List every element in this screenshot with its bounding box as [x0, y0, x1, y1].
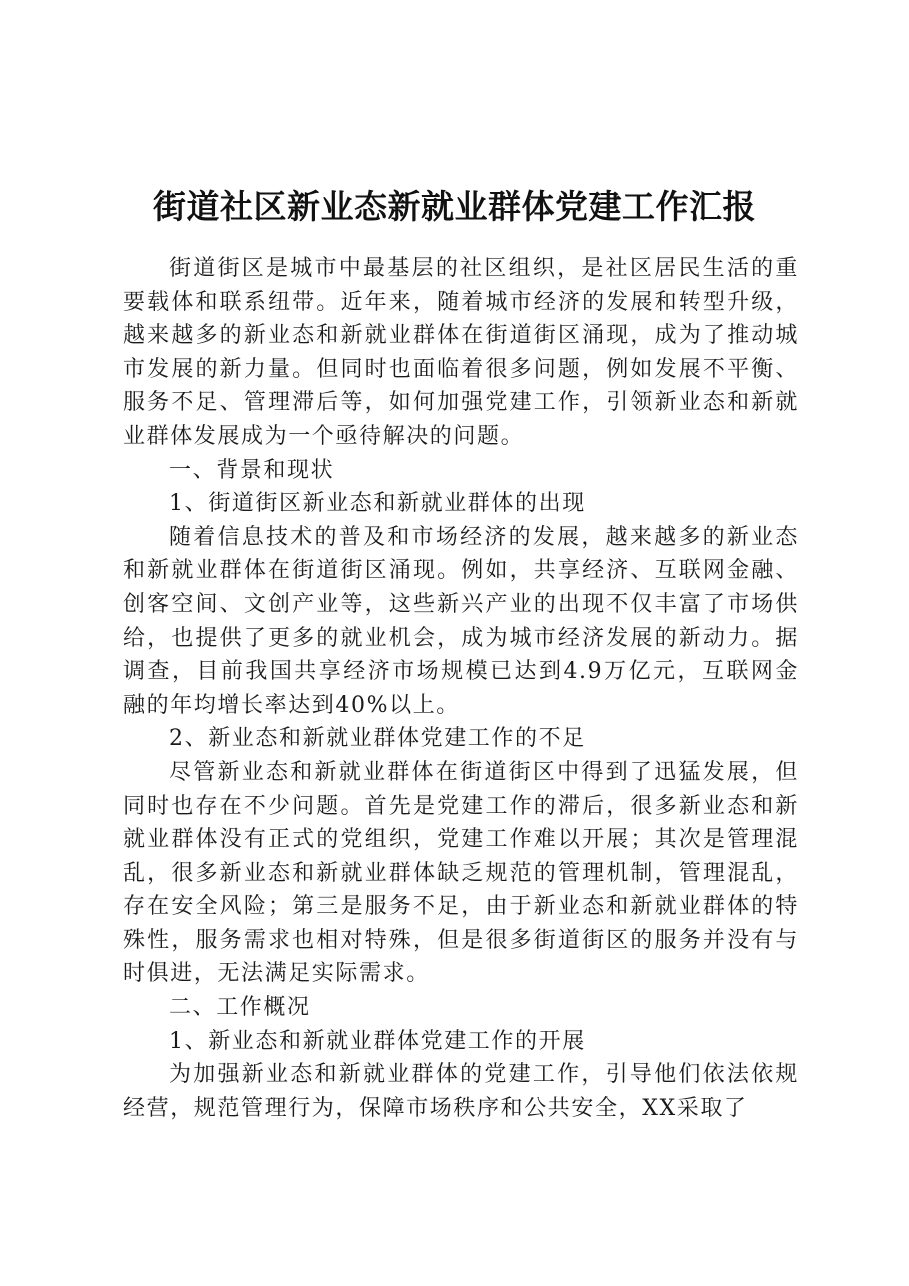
document-title: 街道社区新业态新就业群体党建工作汇报 — [153, 187, 756, 227]
section-heading-overview: 二、工作概况 — [169, 995, 311, 1021]
paragraph-emergence: 随着信息技术的普及和市场经济的发展，越来越多的新业态和新就业群体在街道街区涌现。例如，共享经济、互联网金融、创客空间、文创产业等，这些新兴产业的出现不仅丰富了市场供给，也提供了更多的就业机会，成为城市经济发展的新动力。据调查，目前我国共享经济市场规模已达到4.9万亿元，互联网金融的年均增长率达到40%以上。 — [123, 524, 799, 718]
subsection-heading-shortcomings: 2、新业态和新就业群体党建工作的不足 — [169, 726, 586, 752]
intro-paragraph: 街道街区是城市中最基层的社区组织，是社区居民生活的重要载体和联系纽带。近年来，随着城市经济的发展和转型升级，越来越多的新业态和新就业群体在街道街区涌现，成为了推动城市发展的新力量。但同时也面临着很多问题，例如发展不平衡、服务不足、管理滞后等，如何加强党建工作，引领新业态和新就业群体发展成为一个亟待解决的问题。 — [123, 256, 799, 449]
subsection-heading-emergence: 1、街道街区新业态和新就业群体的出现 — [169, 491, 586, 517]
section-heading-background: 一、背景和现状 — [169, 457, 335, 483]
paragraph-shortcomings: 尽管新业态和新就业群体在街道街区中得到了迅猛发展，但同时也存在不少问题。首先是党建工作的滞后，很多新业态和新就业群体没有正式的党组织，党建工作难以开展；其次是管理混乱，很多新业态和新就业群体缺乏规范的管理机制，管理混乱，存在安全风险；第三是服务不足，由于新业态和新就业群体的特殊性，服务需求也相对特殊，但是很多街道街区的服务并没有与时俱进，无法满足实际需求。 — [123, 759, 799, 987]
document-body — [123, 252, 799, 1125]
subsection-heading-implementation: 1、新业态和新就业群体党建工作的开展 — [169, 1028, 586, 1054]
paragraph-implementation: 为加强新业态和新就业群体的党建工作，引导他们依法依规经营，规范管理行为，保障市场秩序和公共安全，XX采取了 — [123, 1062, 799, 1121]
